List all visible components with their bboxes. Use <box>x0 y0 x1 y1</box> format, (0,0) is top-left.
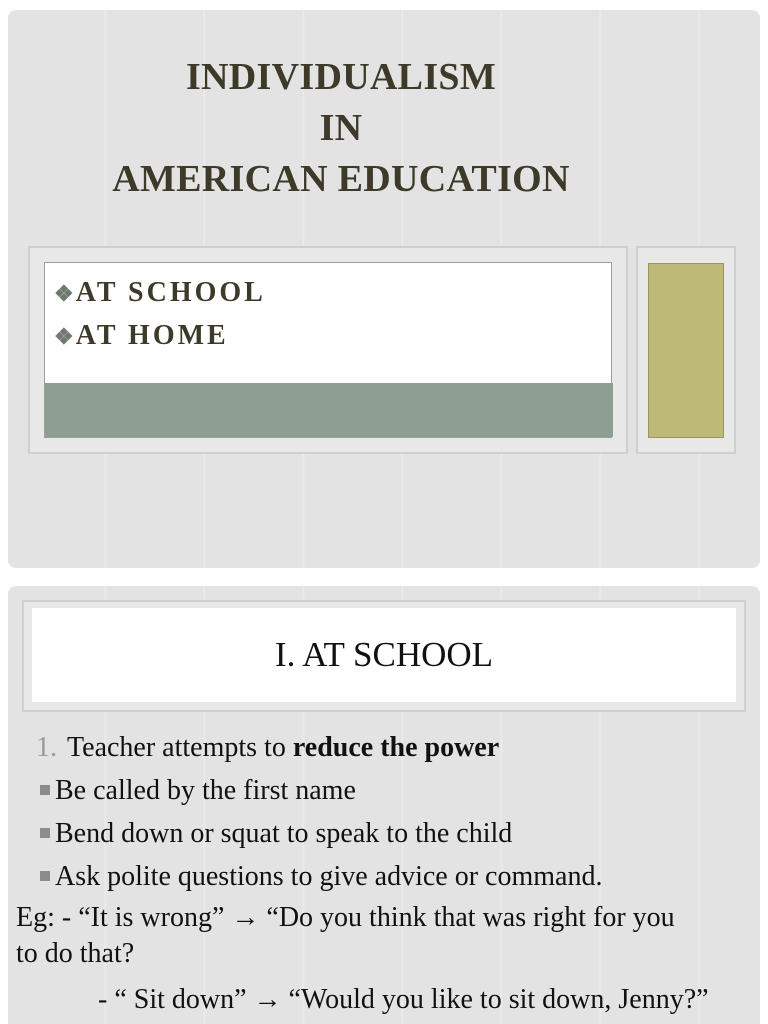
item-number: 1. <box>36 732 57 763</box>
slide-title <box>8 52 674 205</box>
slide-1 <box>8 10 760 568</box>
example-line-2: to do that? <box>16 938 135 969</box>
bullet-item-at-home <box>54 315 266 358</box>
bullet-label: AT SCHOOL <box>75 277 266 308</box>
list-item-text: Ask polite questions to give advice or command. <box>55 861 603 892</box>
example-block <box>16 900 756 972</box>
numbered-item <box>36 726 756 769</box>
diamond-bullet-icon: ❖ <box>54 281 74 306</box>
example-line-3: - “ Sit down” → “Would you like to sit down, Jenny?” <box>98 984 709 1015</box>
square-bullet-icon <box>40 785 50 795</box>
title-line-2: IN <box>319 107 363 149</box>
slide-content <box>16 726 756 1021</box>
list-item <box>36 812 756 855</box>
diamond-bullet-icon: ❖ <box>54 324 74 349</box>
accent-box <box>648 263 724 438</box>
square-bullet-icon <box>40 828 50 838</box>
slide-2 <box>8 586 760 1024</box>
list-item <box>36 855 756 898</box>
bullet-item-at-school <box>54 272 266 315</box>
slide-heading: I. AT SCHOOL <box>274 635 494 674</box>
item-bold-text: reduce the power <box>292 732 500 763</box>
panel-color-band <box>45 383 613 437</box>
list-item-text: Be called by the first name <box>55 775 356 806</box>
example-line-1: Eg: - “It is wrong” → “Do you think that was right for you <box>16 902 675 933</box>
title-line-1: INDIVIDUALISM <box>185 56 497 98</box>
item-text: Teacher attempts to <box>67 732 293 763</box>
square-bullet-icon <box>40 871 50 881</box>
list-item <box>36 769 756 812</box>
title-line-3: AMERICAN EDUCATION <box>112 158 570 200</box>
list-item-text: Bend down or squat to speak to the child <box>55 818 513 849</box>
bullet-label: AT HOME <box>75 320 229 351</box>
bullet-list <box>54 272 266 358</box>
